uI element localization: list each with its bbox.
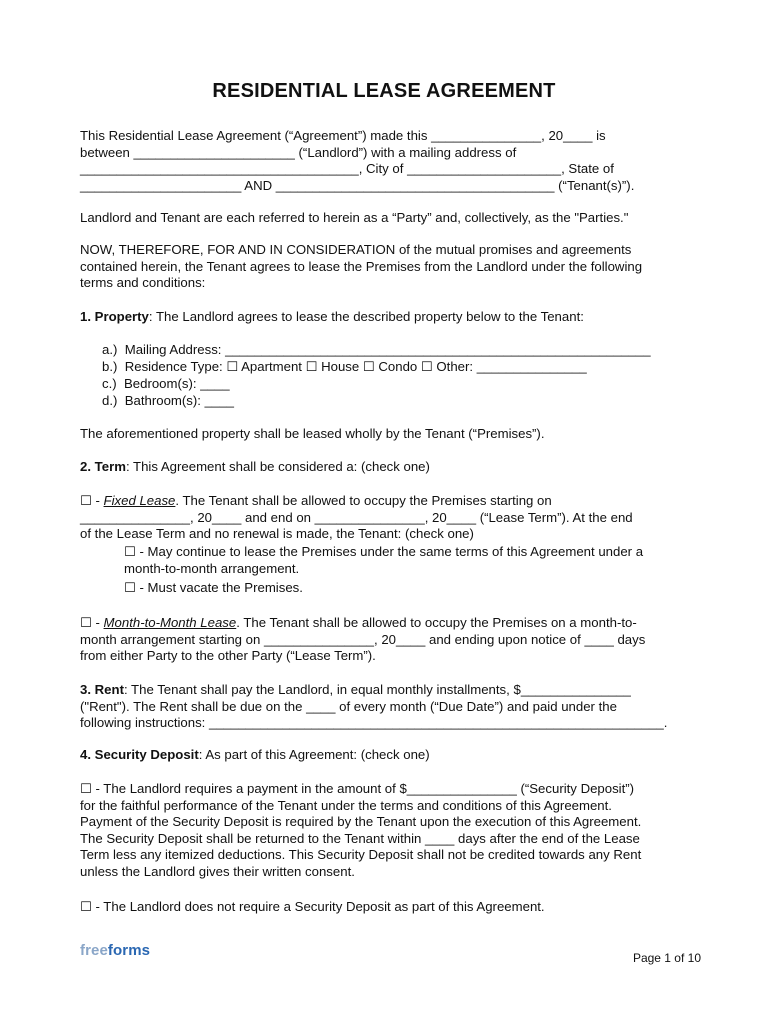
term-text: : This Agreement shall be considered a: (check one) xyxy=(125,459,430,474)
logo-forms-text: forms xyxy=(107,942,151,959)
term-heading: 2. Term xyxy=(80,459,126,474)
intro-paragraph: This Residential Lease Agreement (“Agreement”) made this _______________, 20____ is between ______________________ (“Landlord”) with a mailing address of ______________________________________, City of _____________________, State of ______________________ AND ______________________________________ (“Tenant(s)”). xyxy=(80,128,635,193)
freeforms-logo xyxy=(80,942,150,959)
document-title: RESIDENTIAL LEASE AGREEMENT xyxy=(212,80,556,102)
fixed-lease-option xyxy=(80,493,692,543)
parties-paragraph: Landlord and Tenant are each referred to herein as a “Party” and, collectively, as the "Parties." xyxy=(80,210,629,225)
month-to-month-text: . The Tenant shall be allowed to occupy the Premises on a month-to- month arrangement starting on _______________, 20____ and ending upon notice of ____ days from either Party to the other Party (“Lease Term”). xyxy=(80,615,646,663)
option-continue-lease[interactable]: ☐ - May continue to lease the Premises under the same terms of this Agreement under a month-to-month arrangement. xyxy=(124,544,644,576)
property-item-mailing-address: a.) Mailing Address: __________________________________________________________ xyxy=(102,342,651,357)
deposit-required-option[interactable]: ☐ - The Landlord requires a payment in the amount of $_______________ (“Security Deposit”) for the faithful performance of the Tenant under the terms and conditions of this Agreement. Payment of the Security Deposit is required by the Tenant upon the execution of this Agreement. The Security Deposit shall be returned to the Tenant within ____ days after the end of the Lease Term less any itemized deductions. This Security Deposit shall not be credited towards any Rent unless the Landlord gives their written consent. xyxy=(80,781,642,879)
rent-text: : The Tenant shall pay the Landlord, in equal monthly installments, $_______________ ("Rent"). The Rent shall be due on the ____ of every month (“Due Date”) and paid under the following instructions: ______________________________________________________________. xyxy=(80,682,668,730)
whereas-paragraph: NOW, THEREFORE, FOR AND IN CONSIDERATION of the mutual promises and agreements contained herein, the Tenant agrees to lease the Premises from the Landlord under the following terms and conditions: xyxy=(80,242,643,290)
property-closing: The aforementioned property shall be leased wholly by the Tenant (“Premises”). xyxy=(80,426,545,441)
rent-heading: 3. Rent xyxy=(80,682,124,697)
fixed-lease-checkbox[interactable]: ☐ - xyxy=(80,493,104,508)
month-to-month-checkbox[interactable]: ☐ - xyxy=(80,615,104,630)
logo-free-text: free xyxy=(80,942,108,959)
fixed-lease-label: Fixed Lease xyxy=(103,493,176,508)
month-to-month-label: Month-to-Month Lease xyxy=(103,615,237,630)
deposit-none-option[interactable]: ☐ - The Landlord does not require a Security Deposit as part of this Agreement. xyxy=(80,899,545,914)
page-number: Page 1 of 10 xyxy=(632,951,701,965)
fixed-lease-text: . The Tenant shall be allowed to occupy the Premises starting on _______________, 20____ and end on _______________, 20____ (“Lease Term”). At the end of the Lease Term and no renewal is made, the Tenant: (check one) xyxy=(80,493,633,541)
property-item-bathrooms: d.) Bathroom(s): ____ xyxy=(102,393,234,408)
property-item-bedrooms: c.) Bedroom(s): ____ xyxy=(102,376,230,391)
deposit-heading: 4. Security Deposit xyxy=(80,747,199,762)
property-section-intro xyxy=(80,309,692,326)
deposit-text: : As part of this Agreement: (check one) xyxy=(198,747,430,762)
month-to-month-option xyxy=(80,615,692,665)
option-vacate-premises[interactable]: ☐ - Must vacate the Premises. xyxy=(124,580,303,595)
deposit-section-intro xyxy=(80,747,692,764)
term-section-intro xyxy=(80,459,692,476)
property-heading: 1. Property xyxy=(80,309,149,324)
property-item-residence-type: b.) Residence Type: ☐ Apartment ☐ House ☐ Condo ☐ Other: _______________ xyxy=(102,359,587,374)
property-text: : The Landlord agrees to lease the described property below to the Tenant: xyxy=(148,309,584,324)
rent-section xyxy=(80,682,692,732)
